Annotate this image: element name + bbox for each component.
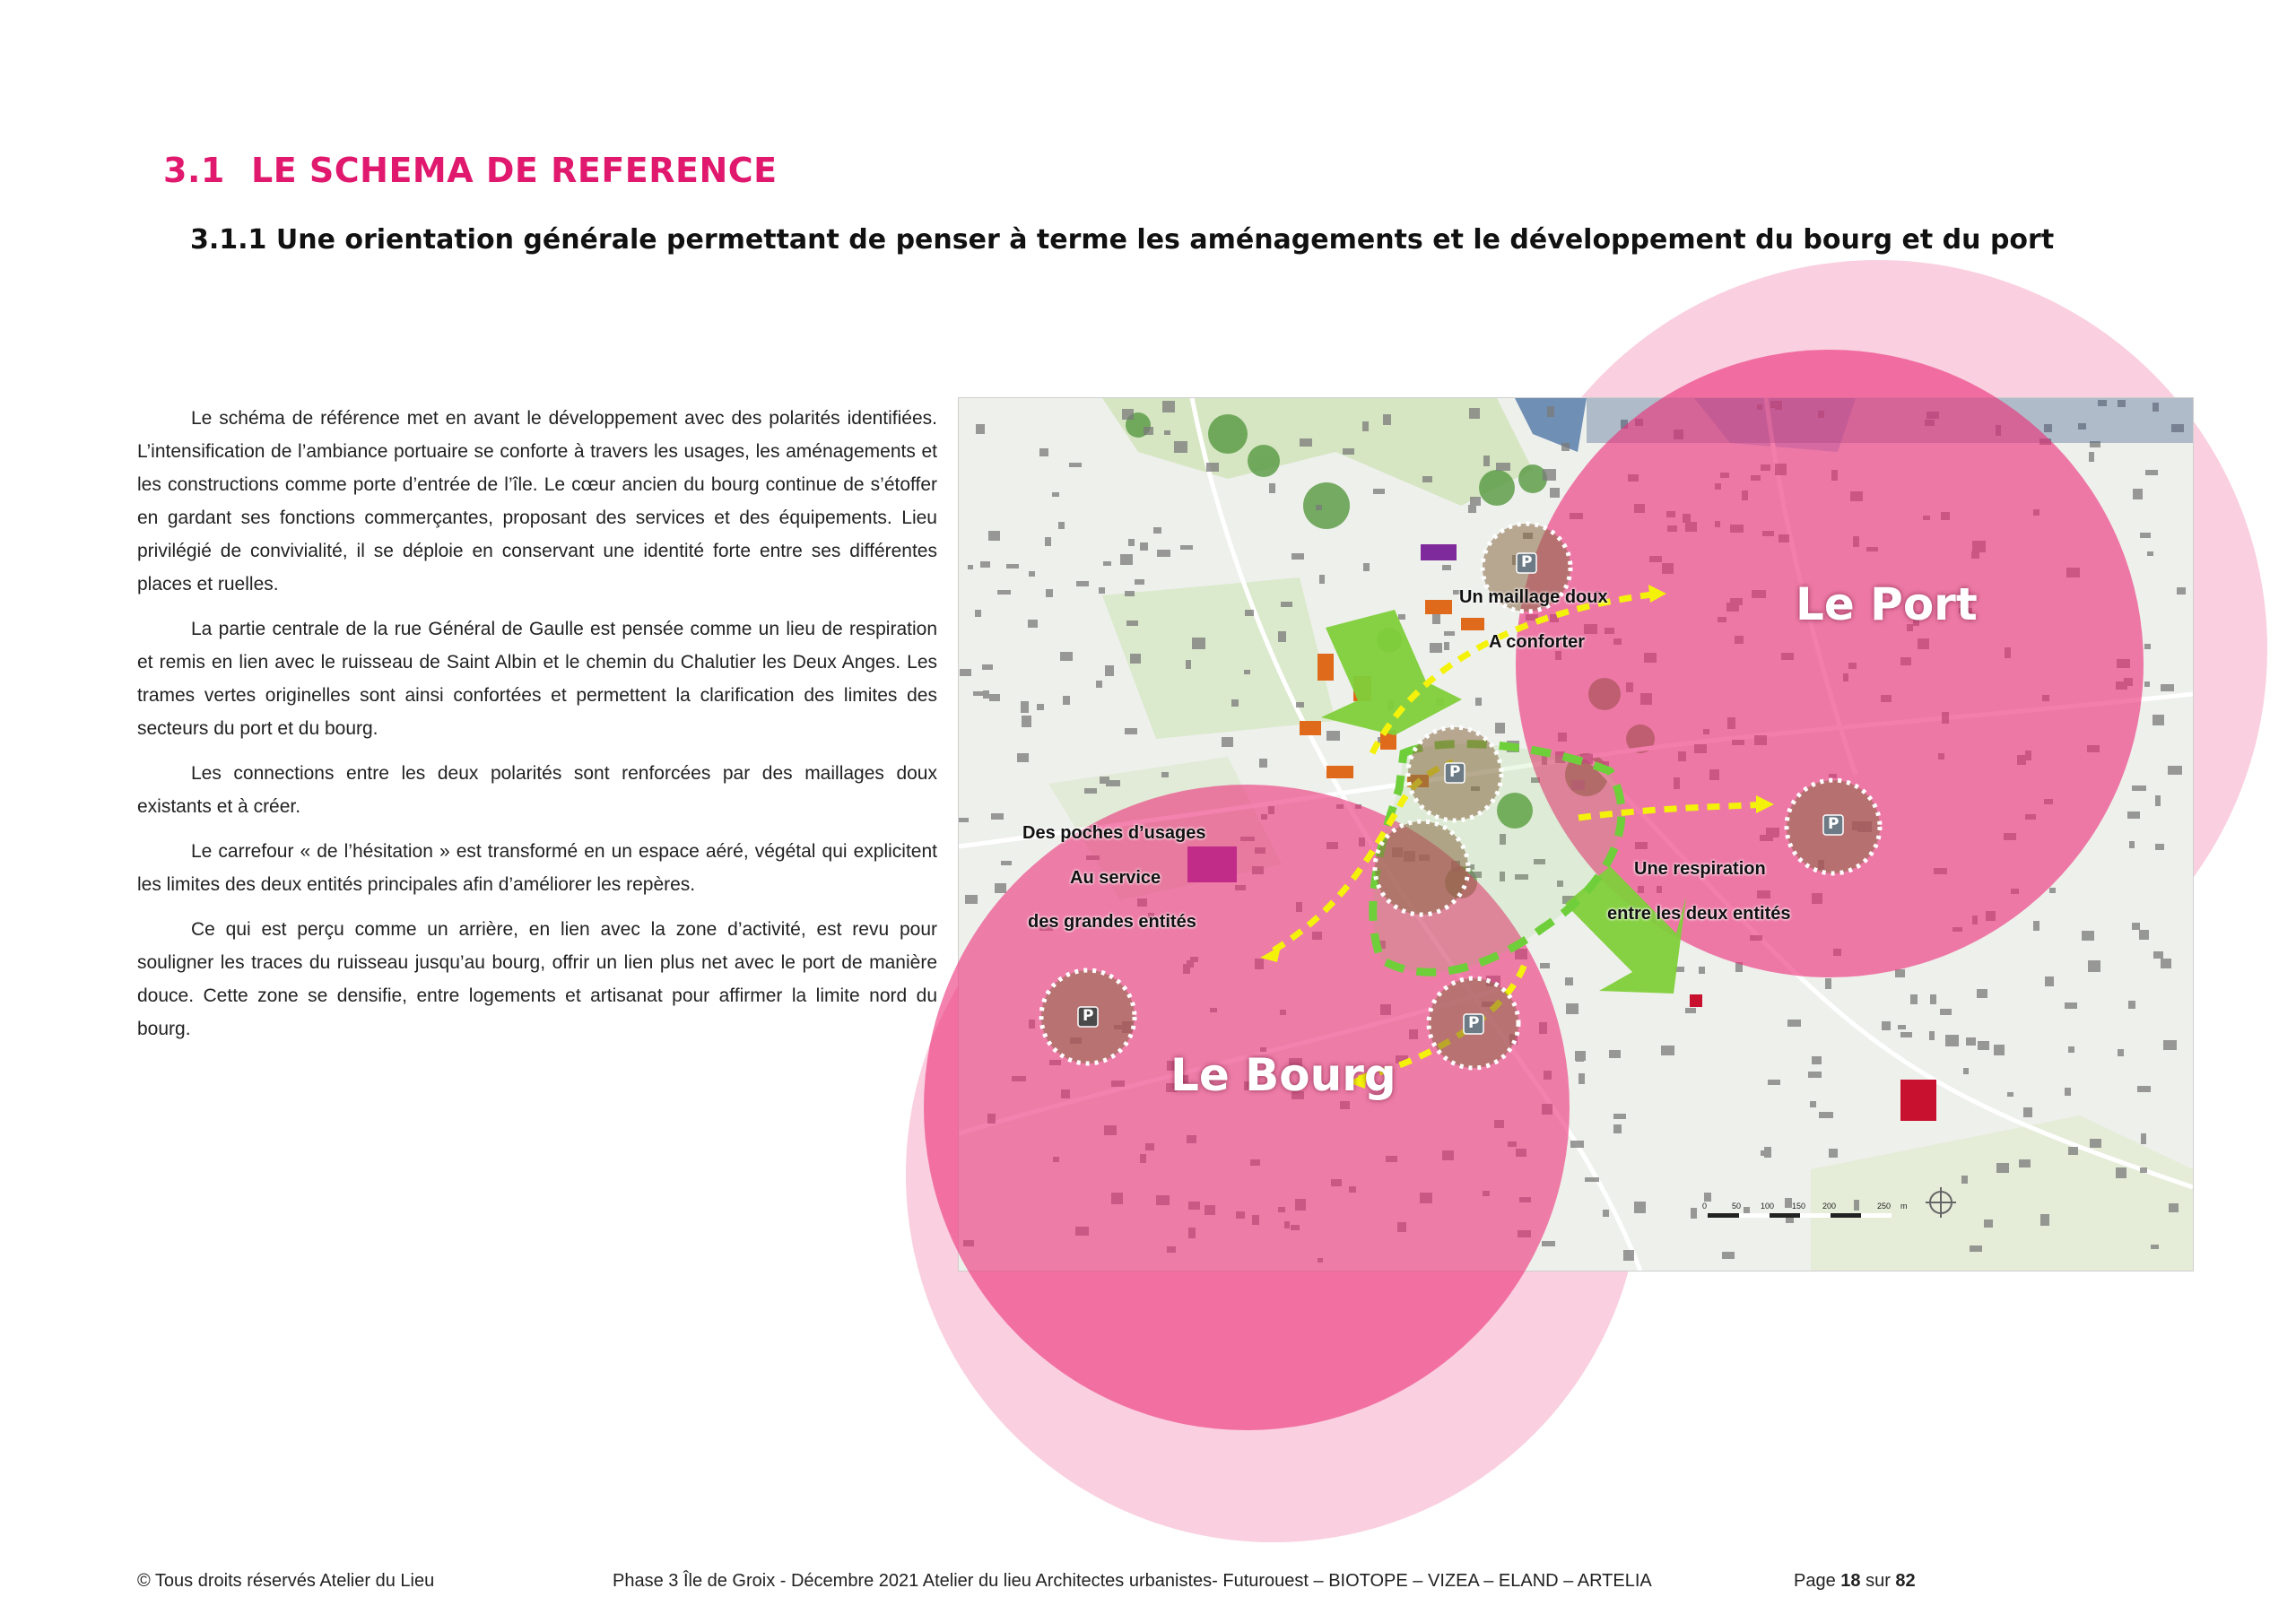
building-footprint	[2151, 1245, 2159, 1249]
building-footprint	[2161, 959, 2171, 968]
building-footprint	[1761, 1150, 1768, 1156]
building-footprint	[1186, 660, 1191, 669]
building-footprint	[1691, 1208, 1697, 1219]
building-footprint	[1222, 737, 1233, 747]
building-footprint	[982, 664, 993, 670]
building-footprint	[1785, 1198, 1792, 1208]
paragraph: La partie centrale de la rue Général de Gaulle est pensée comme un lieu de respiration et remis en lien avec le ruisseau de Saint Albin et le chemin du Chalutier les Deux Anges. Les trames vertes originelles sont ainsi confortées et permettent la clarification des limites des secteurs du port et du bourg.	[137, 619, 937, 739]
building-footprint	[1929, 1031, 1935, 1040]
building-footprint	[968, 565, 973, 569]
building-footprint	[1058, 522, 1065, 529]
scale-label-50: 50	[1732, 1202, 1742, 1211]
building-footprint	[1469, 408, 1480, 419]
building-footprint	[1984, 1219, 1993, 1228]
building-footprint	[1430, 643, 1442, 653]
building-footprint	[2153, 951, 2163, 959]
building-footprint	[1722, 1252, 1735, 1259]
building-footprint	[2161, 684, 2174, 691]
building-footprint	[1829, 1149, 1838, 1158]
body-text	[137, 402, 937, 1057]
building-footprint	[1300, 438, 1312, 447]
annotation-poches-line2: Au service	[1070, 868, 1161, 888]
pocket-center-south	[1375, 821, 1468, 915]
building-footprint	[1039, 448, 1048, 456]
building-footprint	[1363, 563, 1370, 571]
building-footprint	[1768, 1080, 1780, 1085]
building-footprint	[1882, 1021, 1891, 1030]
building-footprint	[2007, 1092, 2013, 1097]
building-footprint	[1017, 753, 1029, 762]
building-footprint	[1940, 1009, 1952, 1015]
building-footprint	[1162, 401, 1175, 412]
building-footprint	[965, 895, 978, 904]
building-footprint	[2169, 1203, 2179, 1212]
building-footprint	[2177, 587, 2186, 595]
building-footprint	[1819, 1112, 1833, 1118]
building-footprint	[2152, 715, 2164, 725]
building-footprint	[2133, 489, 2143, 499]
building-footprint	[2145, 470, 2158, 475]
building-footprint	[2068, 1147, 2078, 1155]
building-footprint	[1704, 1193, 1711, 1202]
building-footprint	[1585, 1177, 1599, 1182]
building-footprint	[2140, 1167, 2147, 1173]
building-footprint	[1854, 1200, 1859, 1211]
building-footprint	[2090, 1139, 2101, 1148]
building-footprint	[1910, 994, 1918, 1004]
building-footprint	[2140, 533, 2151, 538]
building-footprint	[2141, 1133, 2146, 1144]
building-footprint	[2116, 1167, 2126, 1178]
building-footprint	[1661, 1046, 1674, 1055]
building-footprint	[1496, 463, 1510, 471]
building-footprint	[1069, 463, 1082, 467]
building-footprint	[2082, 931, 2094, 941]
scale-label-150: 150	[1792, 1202, 1806, 1211]
building-footprint	[1945, 1035, 1959, 1046]
building-footprint	[1422, 476, 1432, 482]
building-footprint	[1153, 527, 1161, 534]
building-footprint	[1174, 441, 1187, 453]
scale-unit: m	[1900, 1202, 1908, 1211]
building-footprint	[959, 818, 969, 822]
building-footprint	[1099, 587, 1105, 594]
building-footprint	[1483, 456, 1490, 466]
building-footprint	[1996, 1163, 2009, 1173]
building-footprint	[1060, 652, 1073, 661]
parking-icon: P	[1083, 1007, 1094, 1025]
building-footprint	[1128, 539, 1135, 546]
building-footprint	[1021, 701, 1029, 713]
building-footprint	[2168, 766, 2182, 775]
building-footprint	[960, 669, 971, 676]
building-footprint	[1442, 565, 1451, 570]
building-footprint	[2144, 644, 2151, 649]
section-heading	[163, 151, 778, 190]
building-footprint	[1326, 731, 1340, 741]
building-footprint	[1140, 542, 1148, 551]
footer-copyright: © Tous droits réservés Atelier du Lieu	[137, 1571, 435, 1591]
building-footprint	[1623, 1250, 1634, 1261]
building-footprint	[1578, 1073, 1585, 1084]
scale-label-100: 100	[1761, 1202, 1775, 1211]
building-footprint	[1540, 963, 1550, 968]
building-footprint	[2040, 1214, 2049, 1226]
scale-label-0: 0	[1702, 1202, 1708, 1211]
building-footprint	[1029, 571, 1035, 577]
scale-label-250: 250	[1877, 1202, 1892, 1211]
parking-icon: P	[1828, 815, 1839, 833]
building-footprint	[1125, 591, 1135, 596]
building-footprint	[1046, 589, 1053, 597]
annotation-maillage-line1: Un maillage doux	[1459, 587, 1608, 607]
building-footprint	[1362, 421, 1369, 431]
building-footprint	[1470, 497, 1481, 506]
building-footprint	[1613, 1124, 1622, 1133]
building-footprint	[1269, 483, 1275, 493]
building-footprint	[2033, 921, 2039, 931]
building-footprint	[1547, 406, 1554, 417]
building-footprint	[983, 690, 989, 699]
building-footprint	[1970, 1245, 1982, 1252]
building-footprint	[1164, 430, 1170, 435]
building-footprint	[1609, 1050, 1621, 1058]
annotation-maillage-line2: A conforter	[1489, 632, 1586, 652]
building-footprint	[1977, 989, 1987, 998]
building-footprint	[1930, 994, 1936, 1004]
building-footprint	[980, 561, 990, 568]
parking-icon: P	[1468, 1014, 1480, 1032]
building-footprint	[1570, 1141, 1584, 1148]
building-footprint	[1180, 545, 1193, 550]
paragraph: Le schéma de référence met en avant le développement avec des polarités identifiées. L’intensification de l’ambiance portuaire se conforte à travers les usages, les aménagements et les constructions comme porte d’entrée de l’île. Le cœur ancien du bourg continue de s’étoffer en gardant ses fonctions commerçantes, proposant des services et des équipements. Lieu privilégié de convivialité, il se déploie en conservant une identité forte entre ses différentes places et ruelles.	[137, 408, 937, 595]
building-footprint	[975, 610, 981, 617]
page-sep: sur	[1860, 1571, 1896, 1591]
building-footprint	[1122, 409, 1134, 420]
building-footprint	[1126, 621, 1138, 626]
scale-bar	[1708, 1213, 1892, 1218]
parking-icon: P	[1521, 553, 1533, 571]
building-footprint	[1120, 554, 1133, 565]
building-footprint	[997, 590, 1011, 595]
building-footprint	[989, 694, 1000, 701]
building-footprint	[1561, 443, 1570, 451]
building-footprint	[1192, 638, 1205, 649]
building-footprint	[1566, 1003, 1578, 1014]
building-footprint	[2127, 812, 2140, 819]
building-footprint	[1206, 463, 1219, 472]
paragraph: Les connections entre les deux polarités sont renforcées par des maillages doux existants et à créer.	[137, 763, 937, 817]
building-footprint	[1495, 723, 1505, 733]
building-footprint	[2019, 1159, 2031, 1167]
page-prefix: Page	[1794, 1571, 1841, 1591]
building-footprint	[1259, 759, 1267, 768]
building-footprint	[1812, 1056, 1822, 1064]
building-footprint	[1231, 699, 1239, 707]
paragraph: Ce qui est perçu comme un arrière, en lien avec la zone d’activité, est revu pour souligner les traces du ruisseau jusqu’au bourg, offrir un lien plus net avec le port de manière douce. Cette zone se densifie, entre logements et artisanat pour affirmer la limite nord du bourg.	[137, 919, 937, 1039]
building-footprint	[1316, 505, 1322, 510]
building-footprint	[2139, 930, 2149, 940]
building-footprint	[2045, 976, 2054, 986]
building-footprint	[1001, 861, 1012, 865]
building-footprint	[2065, 1088, 2071, 1096]
subsection-heading: 3.1.1 Une orientation générale permettant de penser à terme les aménagements et le développement du bourg et du port	[190, 224, 2055, 256]
building-footprint	[2129, 841, 2135, 848]
building-footprint	[1105, 665, 1114, 676]
building-footprint	[1966, 1037, 1976, 1046]
page-total: 82	[1895, 1571, 1916, 1591]
building-footprint	[1319, 575, 1325, 584]
building-footprint	[1135, 579, 1144, 585]
annotation-respiration-line1: Une respiration	[1634, 859, 1766, 879]
building-footprint	[2137, 1086, 2151, 1092]
building-footprint	[1125, 728, 1137, 734]
building-footprint	[1898, 1025, 1906, 1029]
building-footprint	[2068, 1046, 2074, 1053]
building-footprint	[1037, 704, 1044, 710]
building-footprint	[1895, 969, 1905, 977]
building-footprint	[976, 424, 985, 434]
building-footprint	[1699, 967, 1705, 974]
building-footprint	[991, 813, 1004, 820]
building-footprint	[2128, 1001, 2135, 1009]
building-footprint	[1028, 620, 1038, 628]
building-footprint	[988, 531, 1000, 541]
building-footprint	[1685, 1008, 1696, 1013]
building-footprint	[2089, 452, 2094, 462]
building-footprint	[1543, 469, 1556, 481]
building-footprint	[995, 883, 1006, 893]
building-footprint	[1963, 1068, 1969, 1074]
building-footprint	[2163, 1040, 2177, 1050]
building-footprint	[2132, 923, 2140, 930]
building-footprint	[1096, 681, 1102, 688]
building-footprint	[2049, 888, 2056, 893]
scale-label-200: 200	[1822, 1202, 1837, 1211]
building-footprint	[2118, 1049, 2124, 1056]
page-current: 18	[1840, 1571, 1861, 1591]
building-footprint	[2155, 844, 2164, 850]
building-footprint	[1103, 561, 1111, 566]
section-title: LE SCHEMA DE REFERENCE	[251, 151, 778, 190]
annotation-respiration-line2: entre les deux entités	[1607, 904, 1791, 924]
building-footprint	[1808, 1072, 1822, 1078]
building-footprint	[1076, 581, 1089, 586]
building-footprint	[1444, 631, 1455, 636]
building-footprint	[1994, 1045, 2005, 1055]
building-footprint	[1825, 978, 1831, 989]
building-footprint	[1475, 698, 1482, 706]
building-footprint	[1432, 613, 1440, 624]
annotation-poches-line3: des grandes entités	[1028, 912, 1196, 932]
building-footprint	[2132, 785, 2146, 791]
building-footprint	[2088, 960, 2100, 972]
label-le-port: Le Port	[1796, 578, 1978, 630]
building-footprint	[1161, 772, 1169, 777]
paragraph: Le carrefour « de l’hésitation » est transformé en un espace aéré, végétal qui explicitent les limites des deux entités principales afin d’améliorer les repères.	[137, 841, 937, 895]
building-footprint	[1084, 788, 1097, 794]
building-footprint	[1613, 1114, 1626, 1119]
building-footprint	[1278, 631, 1286, 642]
building-footprint	[1281, 602, 1292, 607]
building-footprint	[1296, 702, 1304, 707]
building-footprint	[1052, 492, 1059, 497]
building-footprint	[1576, 1055, 1584, 1062]
building-footprint	[2144, 681, 2150, 687]
building-footprint	[1157, 550, 1170, 557]
building-footprint	[1144, 427, 1153, 435]
building-footprint	[1373, 489, 1385, 494]
annotation-poches-line1: Des poches d’usages	[1022, 823, 1206, 843]
building-footprint	[1961, 1176, 1968, 1184]
building-footprint	[1787, 1020, 1801, 1027]
building-footprint	[1565, 977, 1573, 985]
building-footprint	[1978, 1041, 1989, 1050]
building-footprint	[1343, 448, 1354, 455]
building-footprint	[1383, 414, 1391, 425]
building-footprint	[1022, 716, 1031, 727]
building-footprint	[2155, 795, 2161, 806]
building-footprint	[1603, 1210, 1609, 1217]
building-footprint	[1542, 1241, 1555, 1246]
building-footprint	[1045, 537, 1051, 546]
building-footprint	[1550, 488, 1560, 498]
building-footprint	[1444, 642, 1449, 650]
building-footprint	[1245, 610, 1254, 616]
building-footprint	[2023, 1107, 2032, 1117]
building-footprint	[1130, 654, 1141, 664]
building-footprint	[1634, 1202, 1646, 1213]
label-le-bourg: Le Bourg	[1170, 1049, 1396, 1101]
building-footprint	[1006, 564, 1019, 568]
building-footprint	[1900, 1032, 1912, 1037]
building-footprint	[1100, 777, 1109, 784]
building-footprint	[2065, 1002, 2077, 1009]
building-footprint	[1292, 553, 1304, 560]
building-footprint	[1063, 696, 1070, 705]
building-footprint	[1398, 614, 1405, 620]
footer-page-number	[1794, 1571, 1916, 1592]
building-footprint	[1468, 505, 1476, 513]
parking-icon: P	[1449, 763, 1461, 781]
building-footprint	[1244, 670, 1250, 674]
building-footprint	[1810, 1101, 1816, 1107]
section-number: 3.1	[163, 151, 225, 190]
footer-project: Phase 3 Île de Groix - Décembre 2021 Atelier du lieu Architectes urbanistes- Futurouest – BIOTOPE – VIZEA – ELAND – ARTELIA	[613, 1571, 1652, 1591]
building-footprint	[2147, 551, 2153, 556]
